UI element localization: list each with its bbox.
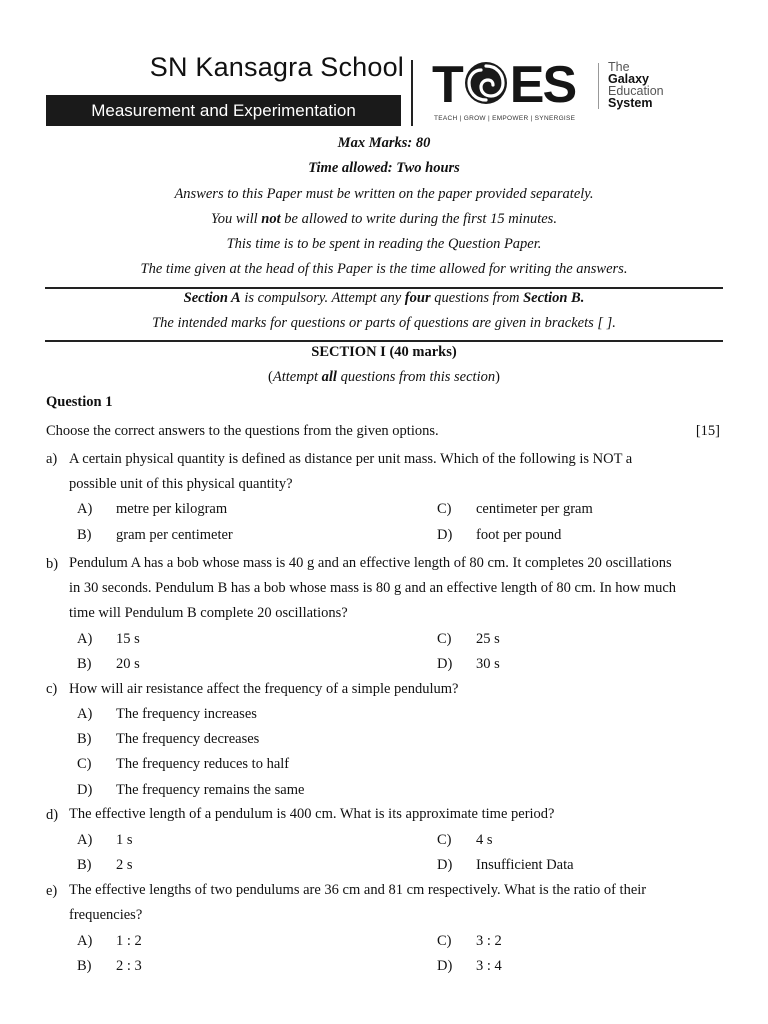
option-text: The frequency remains the same bbox=[116, 782, 305, 798]
instruction-line-3: This time is to be spent in reading the Question Paper. bbox=[226, 236, 542, 252]
option-text: Insufficient Data bbox=[476, 857, 574, 873]
part-question: The effective lengths of two pendulums are 36 cm and 81 cm respectively. What is the ratio of their frequencies? bbox=[69, 882, 647, 923]
logo-galaxy: Galaxy bbox=[608, 72, 650, 86]
question-intro: Choose the correct answers to the questions from the given options. bbox=[46, 423, 439, 439]
option-text: 1 : 2 bbox=[116, 933, 142, 949]
time-allowed: Time allowed: Two hours bbox=[308, 160, 460, 176]
part-letter: d) bbox=[46, 807, 59, 823]
marks-instruction: The intended marks for questions or parts of questions are given in brackets [ ]. bbox=[152, 315, 616, 331]
option-text: centimeter per gram bbox=[476, 501, 593, 517]
option-text: 3 : 4 bbox=[476, 958, 502, 974]
option-label: D) bbox=[437, 527, 453, 543]
school-name: SN Kansagra School bbox=[149, 52, 404, 82]
part-question: A certain physical quantity is defined as distance per unit mass. Which of the following is NOT a possible unit of this physical quantity? bbox=[69, 451, 633, 492]
part-letter: b) bbox=[46, 556, 59, 572]
option-label: D) bbox=[437, 958, 453, 974]
subject-title: Measurement and Experimentation bbox=[91, 101, 356, 120]
max-marks: Max Marks: 80 bbox=[337, 135, 431, 151]
part-question: The effective length of a pendulum is 400 cm. What is its approximate time period? bbox=[69, 806, 555, 822]
option-text: 2 : 3 bbox=[116, 958, 142, 974]
option-text: gram per centimeter bbox=[116, 527, 233, 543]
instruction-line-2: You will not be allowed to write during the first 15 minutes. bbox=[211, 211, 557, 227]
option-label: A) bbox=[77, 501, 93, 517]
option-text: The frequency reduces to half bbox=[116, 756, 290, 772]
option-label: C) bbox=[437, 631, 452, 647]
question-marks: [15] bbox=[695, 423, 720, 439]
galaxy-swirl-icon bbox=[463, 60, 509, 106]
option-label: A) bbox=[77, 706, 93, 722]
logo-education: Education bbox=[608, 84, 664, 98]
option-text: The frequency increases bbox=[116, 706, 257, 722]
option-label: B) bbox=[77, 958, 92, 974]
option-text: metre per kilogram bbox=[116, 501, 228, 517]
option-label: D) bbox=[437, 857, 453, 873]
option-label: D) bbox=[77, 782, 93, 798]
option-text: 30 s bbox=[476, 656, 500, 672]
option-text: The frequency decreases bbox=[116, 731, 260, 747]
option-label: A) bbox=[77, 933, 93, 949]
logo-letters-right: ES bbox=[509, 56, 576, 114]
section-title: SECTION I (40 marks) bbox=[311, 344, 457, 360]
divider-rule bbox=[45, 287, 723, 289]
logo-tagline: TEACH | GROW | EMPOWER | SYNERGISE bbox=[434, 115, 576, 122]
question-title: Question 1 bbox=[46, 394, 113, 410]
option-label: A) bbox=[77, 832, 93, 848]
logo-letters-left: T bbox=[432, 56, 462, 114]
section-instruction: Section A is compulsory. Attempt any four questions from Section B. bbox=[183, 290, 585, 306]
option-label: D) bbox=[437, 656, 453, 672]
option-text: 2 s bbox=[116, 857, 133, 873]
option-label: C) bbox=[437, 832, 452, 848]
option-label: B) bbox=[77, 656, 92, 672]
logo-separator bbox=[598, 63, 599, 109]
part-question: Pendulum A has a bob whose mass is 40 g and an effective length of 80 cm. It completes 20 oscillations in 30 seconds. Pendulum B has a bob whose mass is 80 g and an effective length of 80 cm. In how much time will Pendulum B complete 20 oscillations? bbox=[69, 555, 677, 621]
instruction-line-4: The time given at the head of this Paper is the time allowed for writing the answers. bbox=[140, 261, 628, 277]
option-text: 20 s bbox=[116, 656, 140, 672]
option-label: B) bbox=[77, 857, 92, 873]
option-text: foot per pound bbox=[476, 527, 562, 543]
logo-system: System bbox=[608, 96, 653, 110]
part-letter: e) bbox=[46, 883, 58, 899]
option-label: B) bbox=[77, 731, 92, 747]
option-text: 25 s bbox=[476, 631, 500, 647]
divider-rule bbox=[45, 340, 723, 342]
part-letter: c) bbox=[46, 681, 58, 697]
option-text: 4 s bbox=[476, 832, 493, 848]
instruction-line-1: Answers to this Paper must be written on the paper provided separately. bbox=[174, 186, 594, 202]
part-question: How will air resistance affect the frequency of a simple pendulum? bbox=[69, 681, 459, 697]
logo-wordmark bbox=[432, 57, 575, 113]
option-text: 15 s bbox=[116, 631, 140, 647]
option-label: C) bbox=[437, 933, 452, 949]
option-text: 3 : 2 bbox=[476, 933, 502, 949]
option-label: A) bbox=[77, 631, 93, 647]
option-label: B) bbox=[77, 527, 92, 543]
option-text: 1 s bbox=[116, 832, 133, 848]
option-label: C) bbox=[437, 501, 452, 517]
header-divider bbox=[411, 60, 413, 126]
part-letter: a) bbox=[46, 451, 58, 467]
logo-the: The bbox=[608, 60, 630, 74]
option-label: C) bbox=[77, 756, 92, 772]
section-note: (Attempt all questions from this section) bbox=[268, 369, 500, 385]
tges-logo bbox=[428, 57, 678, 127]
